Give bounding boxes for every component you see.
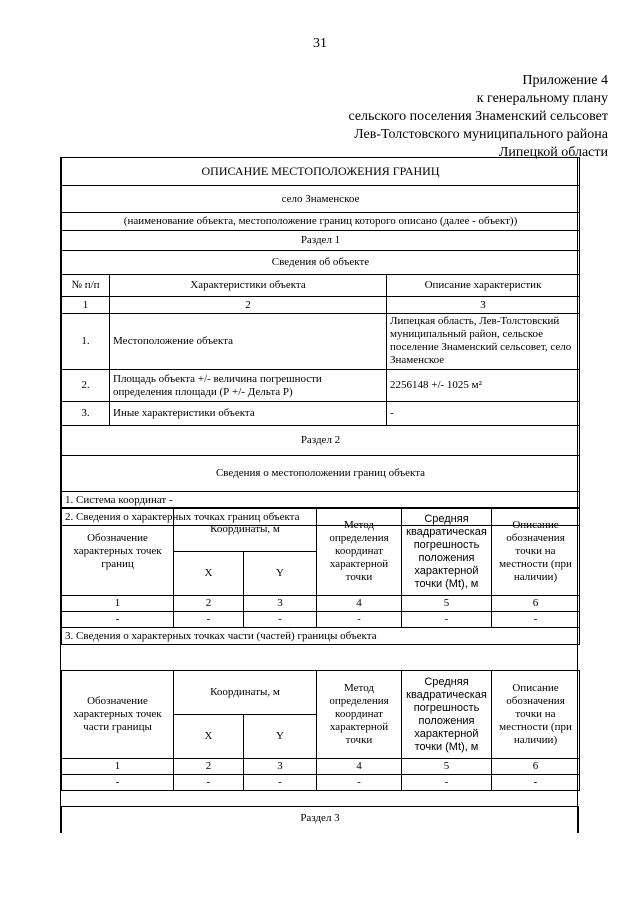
cell: - xyxy=(402,612,492,628)
col-number: 1 xyxy=(62,759,174,775)
section2-title: Раздел 2 xyxy=(62,426,580,456)
header-desc: Описание обозначения точки на местности (при наличии) xyxy=(492,671,580,759)
section1-title: Раздел 1 xyxy=(62,231,580,251)
page-number: 31 xyxy=(313,36,327,51)
col-number: 3 xyxy=(244,759,317,775)
part-points-table xyxy=(61,670,580,791)
object-caption: (наименование объекта, местоположение границ которого описано (далее - объект)) xyxy=(62,213,580,231)
table-row xyxy=(62,370,580,402)
header-characteristic: Характеристики объекта xyxy=(110,275,387,297)
row-number: 2. xyxy=(62,370,110,402)
row-number: 1. xyxy=(62,314,110,370)
col-number: 2 xyxy=(174,759,244,775)
section3-table xyxy=(61,806,579,833)
header-point: Обозначение характерных точек границ xyxy=(62,508,174,596)
col-number: 4 xyxy=(317,759,402,775)
part3-title: 3. Сведения о характерных точках части (частей) границы объекта xyxy=(62,628,580,645)
col-number: 2 xyxy=(174,596,244,612)
section3-title: Раздел 3 xyxy=(62,807,579,833)
appendix-header xyxy=(348,72,608,162)
appendix-line: сельского поселения Знаменский сельсовет xyxy=(348,109,608,124)
header-point: Обозначение характерных точек части границы xyxy=(62,671,174,759)
header-x: X xyxy=(174,715,244,759)
table-row xyxy=(62,402,580,426)
col-number: 4 xyxy=(317,596,402,612)
cell: - xyxy=(317,612,402,628)
cell: - xyxy=(402,775,492,791)
appendix-line: Лев-Толстовского муниципального района xyxy=(354,127,608,142)
row-number: 3. xyxy=(62,402,110,426)
appendix-line: к генеральному плану xyxy=(476,91,608,106)
document-frame xyxy=(60,157,578,833)
header-error: Средняя квадратическая погрешность положения характерной точки (Mt), м xyxy=(402,508,492,596)
col-number: 1 xyxy=(62,596,174,612)
part2-title: 2. Сведения о характерных точках границ объекта xyxy=(62,509,580,526)
col-number: 5 xyxy=(402,596,492,612)
document-title: ОПИСАНИЕ МЕСТОПОЛОЖЕНИЯ ГРАНИЦ xyxy=(62,158,580,186)
row-characteristic: Площадь объекта +/- величина погрешности определения площади (Р +/- Дельта Р) xyxy=(110,370,387,402)
col-number: 3 xyxy=(244,596,317,612)
table-row xyxy=(62,775,580,791)
cell: - xyxy=(492,775,580,791)
section1-subtitle: Сведения об объекте xyxy=(62,251,580,275)
table-row xyxy=(62,612,580,628)
cell: - xyxy=(317,775,402,791)
table-row xyxy=(62,314,580,370)
header-error: Средняя квадратическая погрешность положения характерной точки (Mt), м xyxy=(402,671,492,759)
appendix-line: Приложение 4 xyxy=(522,73,608,88)
object-name: село Знаменское xyxy=(62,186,580,213)
header-x: X xyxy=(174,552,244,596)
header-y: Y xyxy=(244,552,317,596)
cell: - xyxy=(244,775,317,791)
header-method: Метод определения координат характерной точки xyxy=(317,671,402,759)
row-characteristic: Иные характеристики объекта xyxy=(110,402,387,426)
row-value: 2256148 +/- 1025 м² xyxy=(387,370,580,402)
header-desc: Описание обозначения точки на местности (при наличии) xyxy=(492,508,580,596)
header-number: № п/п xyxy=(62,275,110,297)
header-description: Описание характеристик xyxy=(387,275,580,297)
header-coords: Координаты, м xyxy=(174,671,317,715)
cell: - xyxy=(492,612,580,628)
section1-table xyxy=(61,157,580,526)
cell: - xyxy=(62,775,174,791)
row-value: - xyxy=(387,402,580,426)
col-number: 3 xyxy=(387,297,580,314)
header-y: Y xyxy=(244,715,317,759)
col-number: 6 xyxy=(492,759,580,775)
header-coords: Координаты, м xyxy=(174,508,317,552)
appendix-line: Липецкой области xyxy=(498,145,608,160)
cell: - xyxy=(174,612,244,628)
cell: - xyxy=(244,612,317,628)
col-number: 2 xyxy=(110,297,387,314)
header-method: Метод определения координат характерной точки xyxy=(317,508,402,596)
cell: - xyxy=(62,612,174,628)
section2-subtitle: Сведения о местоположении границ объекта xyxy=(62,456,580,492)
col-number: 1 xyxy=(62,297,110,314)
col-number: 5 xyxy=(402,759,492,775)
coordinate-system: 1. Система координат - xyxy=(62,492,580,509)
row-value: Липецкая область, Лев-Толстовский муниципальный район, сельское поселение Знаменский сельсовет, село Знаменское xyxy=(387,314,580,370)
cell: - xyxy=(174,775,244,791)
col-number: 6 xyxy=(492,596,580,612)
points-table xyxy=(61,507,580,645)
row-characteristic: Местоположение объекта xyxy=(110,314,387,370)
